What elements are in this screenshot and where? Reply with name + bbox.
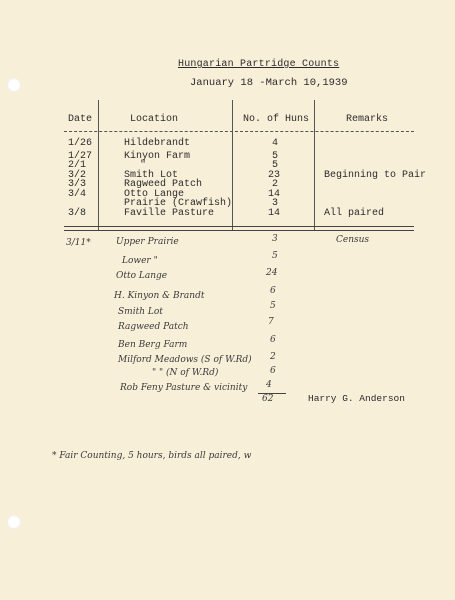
header-count: No. of Huns (243, 114, 310, 125)
handwritten-count: 4 (266, 380, 272, 390)
table-bottom-rule (64, 230, 414, 231)
row-location: " (140, 160, 147, 171)
row-date: 3/4 (68, 189, 87, 200)
header-remarks: Remarks (346, 114, 389, 125)
handwritten-location: Lower " (122, 256, 158, 266)
handwritten-location: Otto Lange (116, 271, 168, 281)
signature: Harry G. Anderson (308, 393, 405, 404)
handwritten-location: H. Kinyon & Brandt (114, 291, 205, 301)
handwritten-location: Smith Lot (118, 307, 163, 317)
row-count: 14 (268, 189, 281, 200)
row-date: 2/1 (68, 160, 87, 171)
row-count: 5 (272, 151, 279, 162)
row-location: Faville Pasture (124, 208, 215, 219)
handwritten-count: 6 (270, 335, 276, 345)
handwritten-count: 3 (272, 234, 278, 244)
header-rule (64, 131, 414, 132)
handwritten-location: Ben Berg Farm (118, 340, 188, 350)
row-location: Kinyon Farm (124, 151, 191, 162)
handwritten-count: 7 (268, 317, 274, 327)
column-divider (314, 100, 315, 230)
handwritten-total: 62 (262, 394, 274, 404)
handwritten-remark: Census (336, 235, 370, 245)
row-date: 3/3 (68, 179, 87, 190)
punch-hole (7, 515, 21, 529)
handwritten-count: 24 (266, 268, 278, 278)
row-count: 14 (268, 208, 281, 219)
row-date: 3/8 (68, 208, 87, 219)
row-location: Ragweed Patch (124, 179, 203, 190)
row-count: 4 (272, 138, 279, 149)
row-date: 1/26 (68, 138, 93, 149)
handwritten-location: Milford Meadows (S of W.Rd) (118, 355, 252, 365)
row-location: Otto Lange (124, 189, 185, 200)
row-location: Hildebrandt (124, 138, 191, 149)
row-date: 3/2 (68, 170, 87, 181)
handwritten-location: Rob Feny Pasture & vicinity (120, 383, 248, 393)
row-count: 3 (272, 198, 279, 209)
header-date: Date (68, 114, 93, 125)
handwritten-count: 6 (270, 286, 276, 296)
handwritten-count: 5 (272, 251, 278, 261)
handwritten-count: 2 (270, 352, 276, 362)
row-location: Smith Lot (124, 170, 179, 181)
row-remarks: All paired (324, 208, 385, 219)
handwritten-count: 6 (270, 366, 276, 376)
row-count: 2 (272, 179, 279, 190)
row-count: 5 (272, 160, 279, 171)
header-location: Location (130, 114, 179, 125)
row-date: 1/27 (68, 151, 93, 162)
handwritten-location: " " (N of W.Rd) (152, 368, 219, 378)
row-count: 23 (268, 170, 281, 181)
row-remarks: Beginning to Pair (324, 170, 427, 181)
table-bottom-rule (64, 226, 414, 227)
handwritten-location: Upper Prairie (116, 237, 179, 247)
column-divider (232, 100, 233, 230)
handwritten-count: 5 (270, 301, 276, 311)
footnote: * Fair Counting, 5 hours, birds all paired, w (52, 451, 252, 461)
column-divider (98, 100, 99, 230)
document-title: Hungarian Partridge Counts (178, 59, 340, 70)
row-location: Prairie (Crawfish) (124, 198, 233, 209)
handwritten-date: 3/11* (66, 238, 91, 248)
document-subtitle: January 18 -March 10,1939 (190, 77, 348, 89)
handwritten-location: Ragweed Patch (118, 322, 189, 332)
punch-hole (7, 78, 21, 92)
